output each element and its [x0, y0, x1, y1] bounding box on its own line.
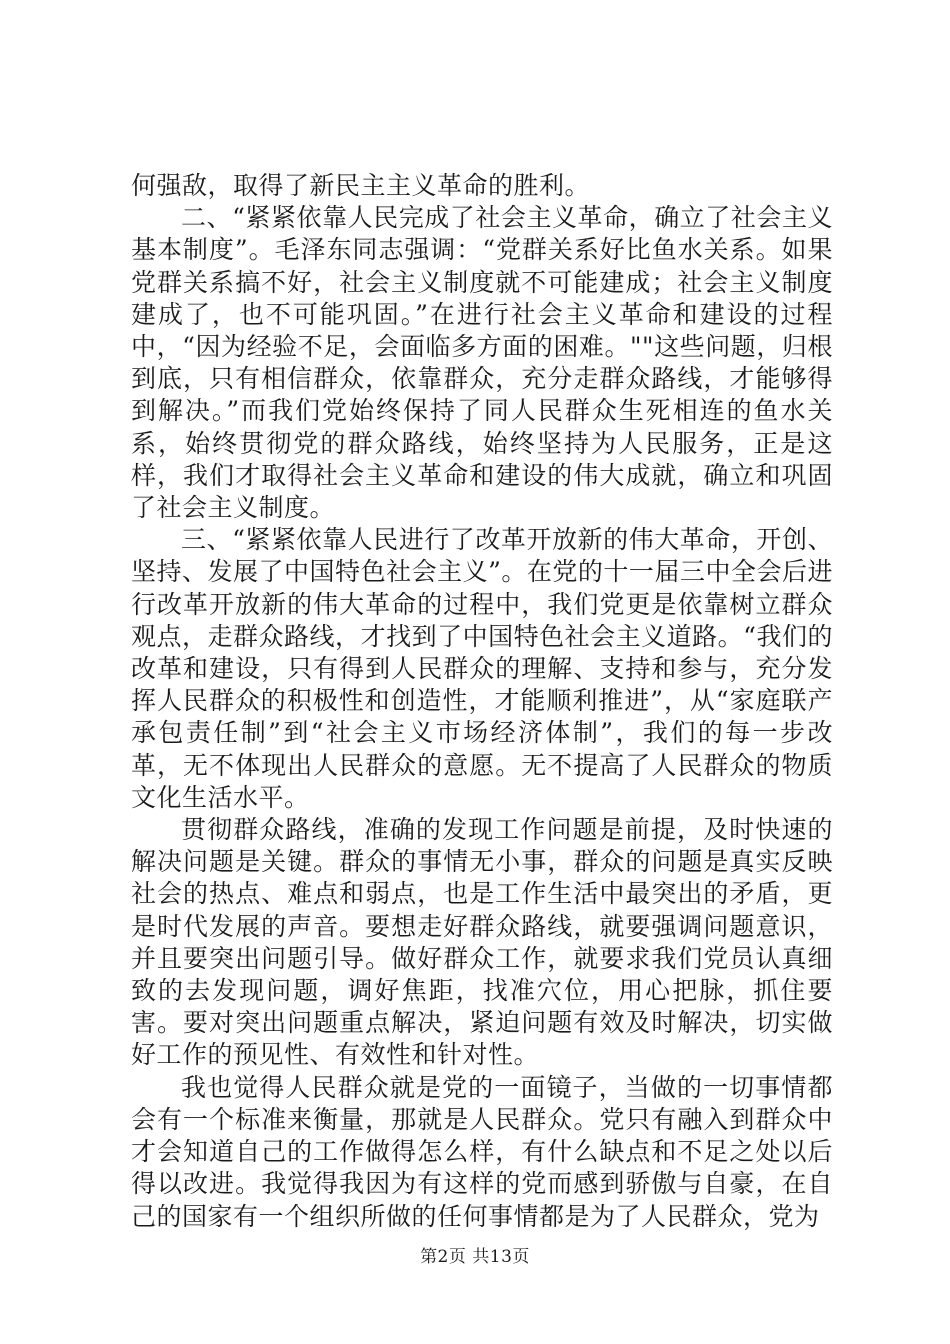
paragraph-1: 何强敌，取得了新民主主义革命的胜利。	[131, 171, 591, 200]
document-body	[131, 170, 833, 1233]
paragraph-5: 我也觉得人民群众就是党的一面镜子，当做的一切事情都会有一个标准来衡量，那就是人民群众。党只有融入到群众中才会知道自己的工作做得怎么样，有什么缺点和不足之处以后得以改进。我觉得我因为有这样的党而感到骄傲与自豪，在自己的国家有一个组织所做的任何事情都是为了人民群众，党为	[131, 1072, 833, 1231]
paragraph-2: 二、“紧紧依靠人民完成了社会主义革命，确立了社会主义基本制度”。毛泽东同志强调：“党群关系好比鱼水关系。如果党群关系搞不好，社会主义制度就不可能建成；社会主义制度建成了，也不可能巩固。”在进行社会主义革命和建设的过程中，“因为经验不足，会面临多方面的困难。""这些问题，归根到底，只有相信群众，依靠群众，充分走群众路线，才能够得到解决。”而我们党始终保持了同人民群众生死相连的鱼水关系，始终贯彻党的群众路线，始终坚持为人民服务，正是这样，我们才取得社会主义革命和建设的伟大成就，确立和巩固了社会主义制度。	[131, 203, 833, 523]
paragraph-4: 贯彻群众路线，准确的发现工作问题是前提，及时快速的解决问题是关键。群众的事情无小事，群众的问题是真实反映社会的热点、难点和弱点，也是工作生活中最突出的矛盾，更是时代发展的声音。要想走好群众路线，就要强调问题意识，并且要突出问题引导。做好群众工作，就要求我们党员认真细致的去发现问题，调好焦距，找准穴位，用心把脉，抓住要害。要对突出问题重点解决，紧迫问题有效及时解决，切实做好工作的预见性、有效性和针对性。	[131, 815, 833, 1070]
page-footer: 第2页 共13页	[420, 1247, 530, 1267]
paragraph-3: 三、“紧紧依靠人民进行了改革开放新的伟大革命，开创、坚持、发展了中国特色社会主义”。在党的十一届三中全会后进行改革开放新的伟大革命的过程中，我们党更是依靠树立群众观点，走群众路线，才找到了中国特色社会主义道路。“我们的改革和建设，只有得到人民群众的理解、支持和参与，充分发挥人民群众的积极性和创造性，才能顺利推进”，从“家庭联产承包责任制”到“社会主义市场经济体制”，我们的每一步改革，无不体现出人民群众的意愿。无不提高了人民群众的物质文化生活水平。	[131, 525, 833, 812]
